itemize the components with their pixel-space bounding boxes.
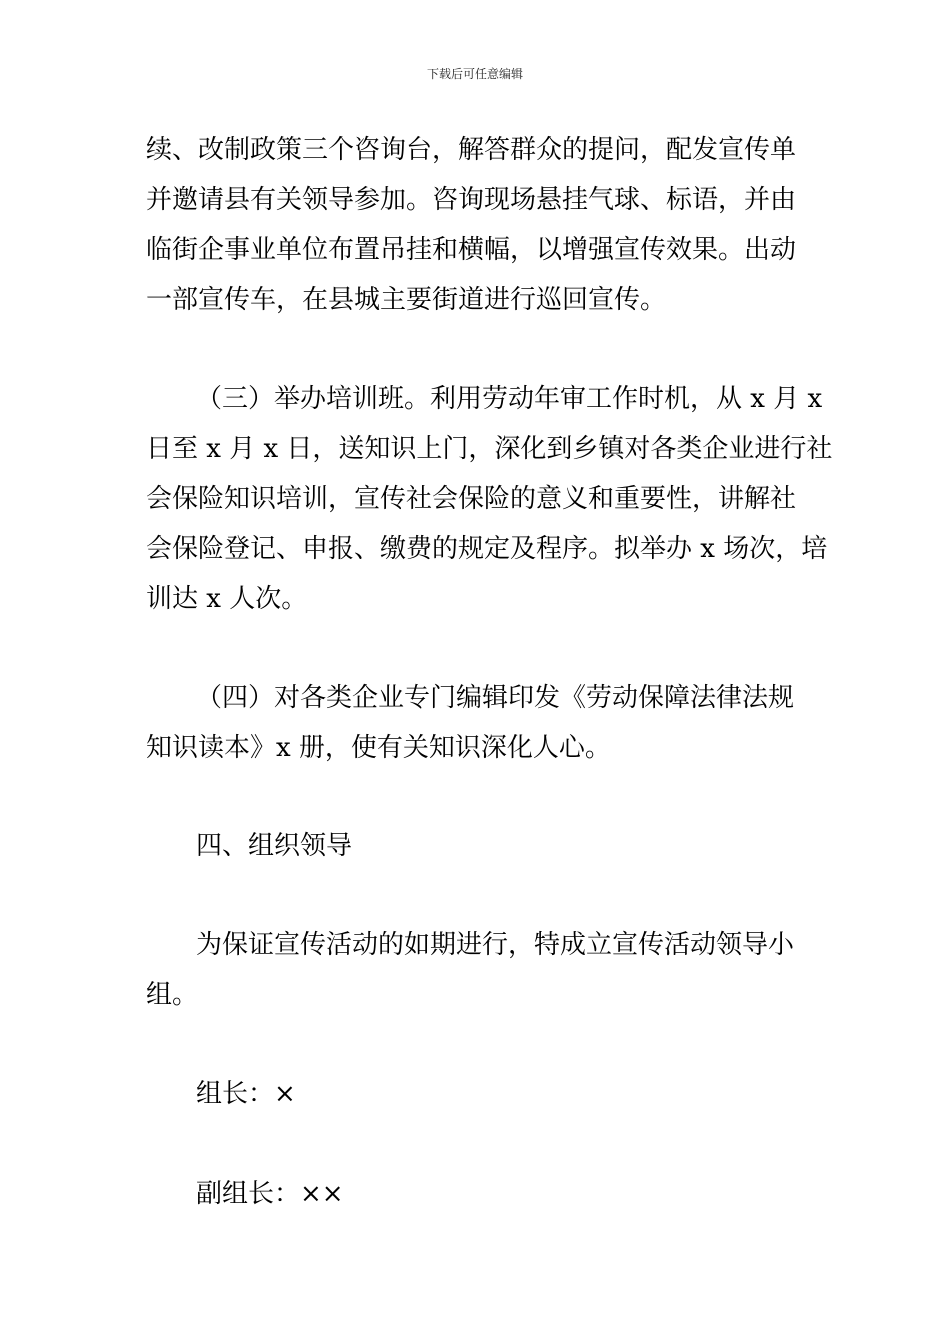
leader-line: 组长：× xyxy=(196,1079,296,1109)
section-heading: 四、组织领导 xyxy=(196,831,353,861)
body-line: 知识读本》x 册，使有关知识深化人心。 xyxy=(146,733,611,763)
body-line: 一部宣传车，在县城主要街道进行巡回宣传。 xyxy=(146,285,667,315)
section-3-line: （三）举办培训班。利用劳动年审工作时机，从 x 月 x xyxy=(196,384,823,414)
body-line: 训达 x 人次。 xyxy=(146,584,308,614)
deputy-leader-line: 副组长：×× xyxy=(196,1179,344,1209)
body-line: 并邀请县有关领导参加。咨询现场悬挂气球、标语，并由 xyxy=(146,185,797,215)
body-line: 续、改制政策三个咨询台，解答群众的提问，配发宣传单 xyxy=(146,135,797,165)
body-line: 日至 x 月 x 日，送知识上门，深化到乡镇对各类企业进行社 xyxy=(146,434,833,464)
body-line: 会保险知识培训，宣传社会保险的意义和重要性，讲解社 xyxy=(146,484,797,514)
body-line: 为保证宣传活动的如期进行，特成立宣传活动领导小 xyxy=(196,930,795,960)
body-line: 组。 xyxy=(146,980,199,1010)
page-header: 下载后可任意编辑 xyxy=(426,67,523,81)
section-4-line: （四）对各类企业专门编辑印发《劳动保障法律法规 xyxy=(196,683,795,713)
body-line: 会保险登记、申报、缴费的规定及程序。拟举办 x 场次，培 xyxy=(146,534,828,564)
body-line: 临街企事业单位布置吊挂和横幅，以增强宣传效果。出动 xyxy=(146,235,797,265)
